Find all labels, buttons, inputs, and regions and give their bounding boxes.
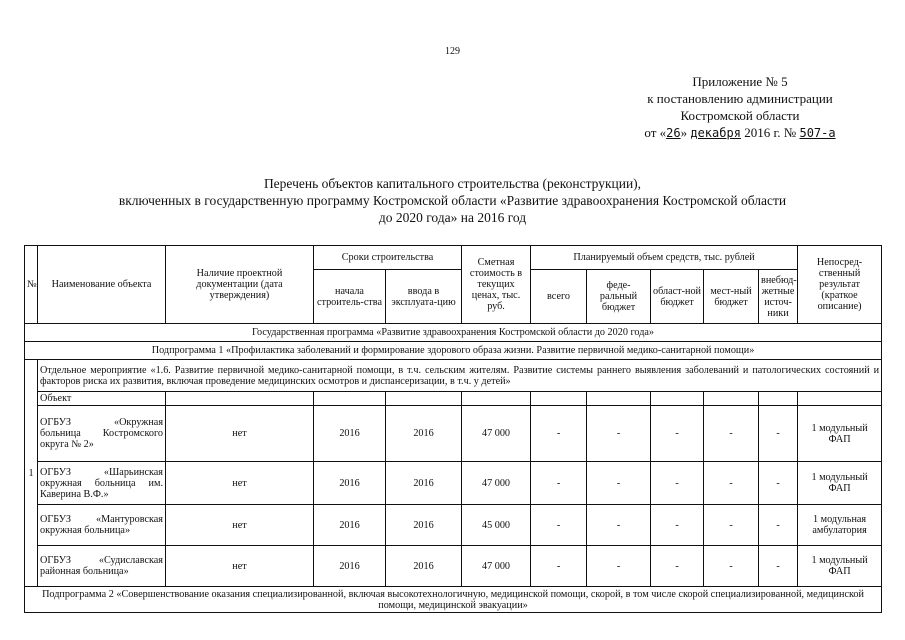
start-year-cell: 2016 <box>314 462 386 505</box>
start-year-cell: 2016 <box>314 406 386 462</box>
federal-cell: - <box>587 462 651 505</box>
result-cell: 1 модульный ФАП <box>798 546 882 587</box>
local-cell: - <box>704 505 759 546</box>
table-row <box>25 505 882 546</box>
measure-row: Отдельное мероприятие «1.6. Развитие первичной медико-санитарной помощи, в т.ч. сельским жителям. Развитие системы раннего выявления заболеваний и патологических состояний и факторов риска их развития, включая проведение медицинских осмотров и диспансеризации, в т.ч. у детей» <box>38 360 882 392</box>
date-year: 2016 г. № <box>744 125 797 140</box>
header-regional: област-ной бюджет <box>651 270 704 324</box>
end-year-cell: 2016 <box>386 546 462 587</box>
object-name: ОГБУЗ «Судиславская районная больница» <box>38 546 166 587</box>
page-number: 129 <box>445 46 460 57</box>
document-title <box>50 175 855 226</box>
objects-table <box>24 245 882 613</box>
offbudget-cell: - <box>759 462 798 505</box>
object-label: Объект <box>38 392 166 406</box>
header-federal: феде-ральный бюджет <box>587 270 651 324</box>
appendix-block <box>600 73 880 142</box>
total-cell: - <box>531 505 587 546</box>
offbudget-cell: - <box>759 546 798 587</box>
measure-number: 1 <box>25 360 38 587</box>
table-row <box>25 546 882 587</box>
local-cell: - <box>704 462 759 505</box>
cost-cell: 47 000 <box>462 546 531 587</box>
result-cell: 1 модульный ФАП <box>798 462 882 505</box>
local-cell: - <box>704 406 759 462</box>
result-cell: 1 модульный ФАП <box>798 406 882 462</box>
date-month: декабря <box>690 126 741 140</box>
table-row <box>25 462 882 505</box>
offbudget-cell: - <box>759 505 798 546</box>
date-prefix: от « <box>644 125 667 140</box>
result-cell: 1 модульная амбулатория <box>798 505 882 546</box>
header-num: № <box>25 246 38 324</box>
header-docs: Наличие проектной документации (дата утверждения) <box>166 246 314 324</box>
cost-cell: 47 000 <box>462 406 531 462</box>
total-cell: - <box>531 462 587 505</box>
federal-cell: - <box>587 546 651 587</box>
end-year-cell: 2016 <box>386 462 462 505</box>
docs-cell: нет <box>166 505 314 546</box>
header-start: начала строитель-ства <box>314 270 386 324</box>
date-day: 26 <box>666 126 681 140</box>
title-line: включенных в государственную программу Костромской области «Развитие здравоохранения Костромской области <box>118 193 787 208</box>
header-local: мест-ный бюджет <box>704 270 759 324</box>
appendix-date-line <box>600 124 880 142</box>
total-cell: - <box>531 406 587 462</box>
header-name: Наименование объекта <box>38 246 166 324</box>
appendix-title: Приложение № 5 <box>692 74 788 89</box>
end-year-cell: 2016 <box>386 505 462 546</box>
docs-cell: нет <box>166 546 314 587</box>
local-cell: - <box>704 546 759 587</box>
regional-cell: - <box>651 406 704 462</box>
object-name: ОГБУЗ «Окружная больница Костромского округа № 2» <box>38 406 166 462</box>
header-commission: ввода в эксплуата-цию <box>386 270 462 324</box>
cost-cell: 45 000 <box>462 505 531 546</box>
cost-cell: 47 000 <box>462 462 531 505</box>
program-row: Государственная программа «Развитие здравоохранения Костромской области до 2020 года» <box>25 324 882 342</box>
federal-cell: - <box>587 406 651 462</box>
regional-cell: - <box>651 505 704 546</box>
header-planned: Планируемый объем средств, тыс. рублей <box>531 246 798 270</box>
header-total: всего <box>531 270 587 324</box>
appendix-line: Костромской области <box>680 108 800 123</box>
regional-cell: - <box>651 546 704 587</box>
total-cell: - <box>531 546 587 587</box>
header-terms: Сроки строительства <box>314 246 462 270</box>
header-cost: Сметная стоимость в текущих ценах, тыс. руб. <box>462 246 531 324</box>
title-line: до 2020 года» на 2016 год <box>378 210 527 225</box>
header-offbudget: внебюд-жетные источ-ники <box>759 270 798 324</box>
start-year-cell: 2016 <box>314 505 386 546</box>
offbudget-cell: - <box>759 406 798 462</box>
regional-cell: - <box>651 462 704 505</box>
subprogram-row: Подпрограмма 2 «Совершенствование оказания специализированной, включая высокотехнологичную, медицинской помощи, скорой, в том числе скорой специализированной, медицинской помощи, медицинской эвакуации» <box>25 587 882 613</box>
table-row <box>25 406 882 462</box>
title-line: Перечень объектов капитального строительства (реконструкции), <box>263 176 642 191</box>
decree-number: 507-а <box>799 126 836 140</box>
header-result: Непосред-ственный результат (краткое описание) <box>798 246 882 324</box>
start-year-cell: 2016 <box>314 546 386 587</box>
federal-cell: - <box>587 505 651 546</box>
appendix-line: к постановлению администрации <box>647 91 833 106</box>
docs-cell: нет <box>166 406 314 462</box>
end-year-cell: 2016 <box>386 406 462 462</box>
subprogram-row: Подпрограмма 1 «Профилактика заболеваний и формирование здорового образа жизни. Развитие первичной медико-санитарной помощи» <box>25 342 882 360</box>
object-name: ОГБУЗ «Шарьинская окружная больница им. Каверина В.Ф.» <box>38 462 166 505</box>
docs-cell: нет <box>166 462 314 505</box>
object-name: ОГБУЗ «Мантуровская окружная больница» <box>38 505 166 546</box>
date-day-close: » <box>680 125 688 140</box>
